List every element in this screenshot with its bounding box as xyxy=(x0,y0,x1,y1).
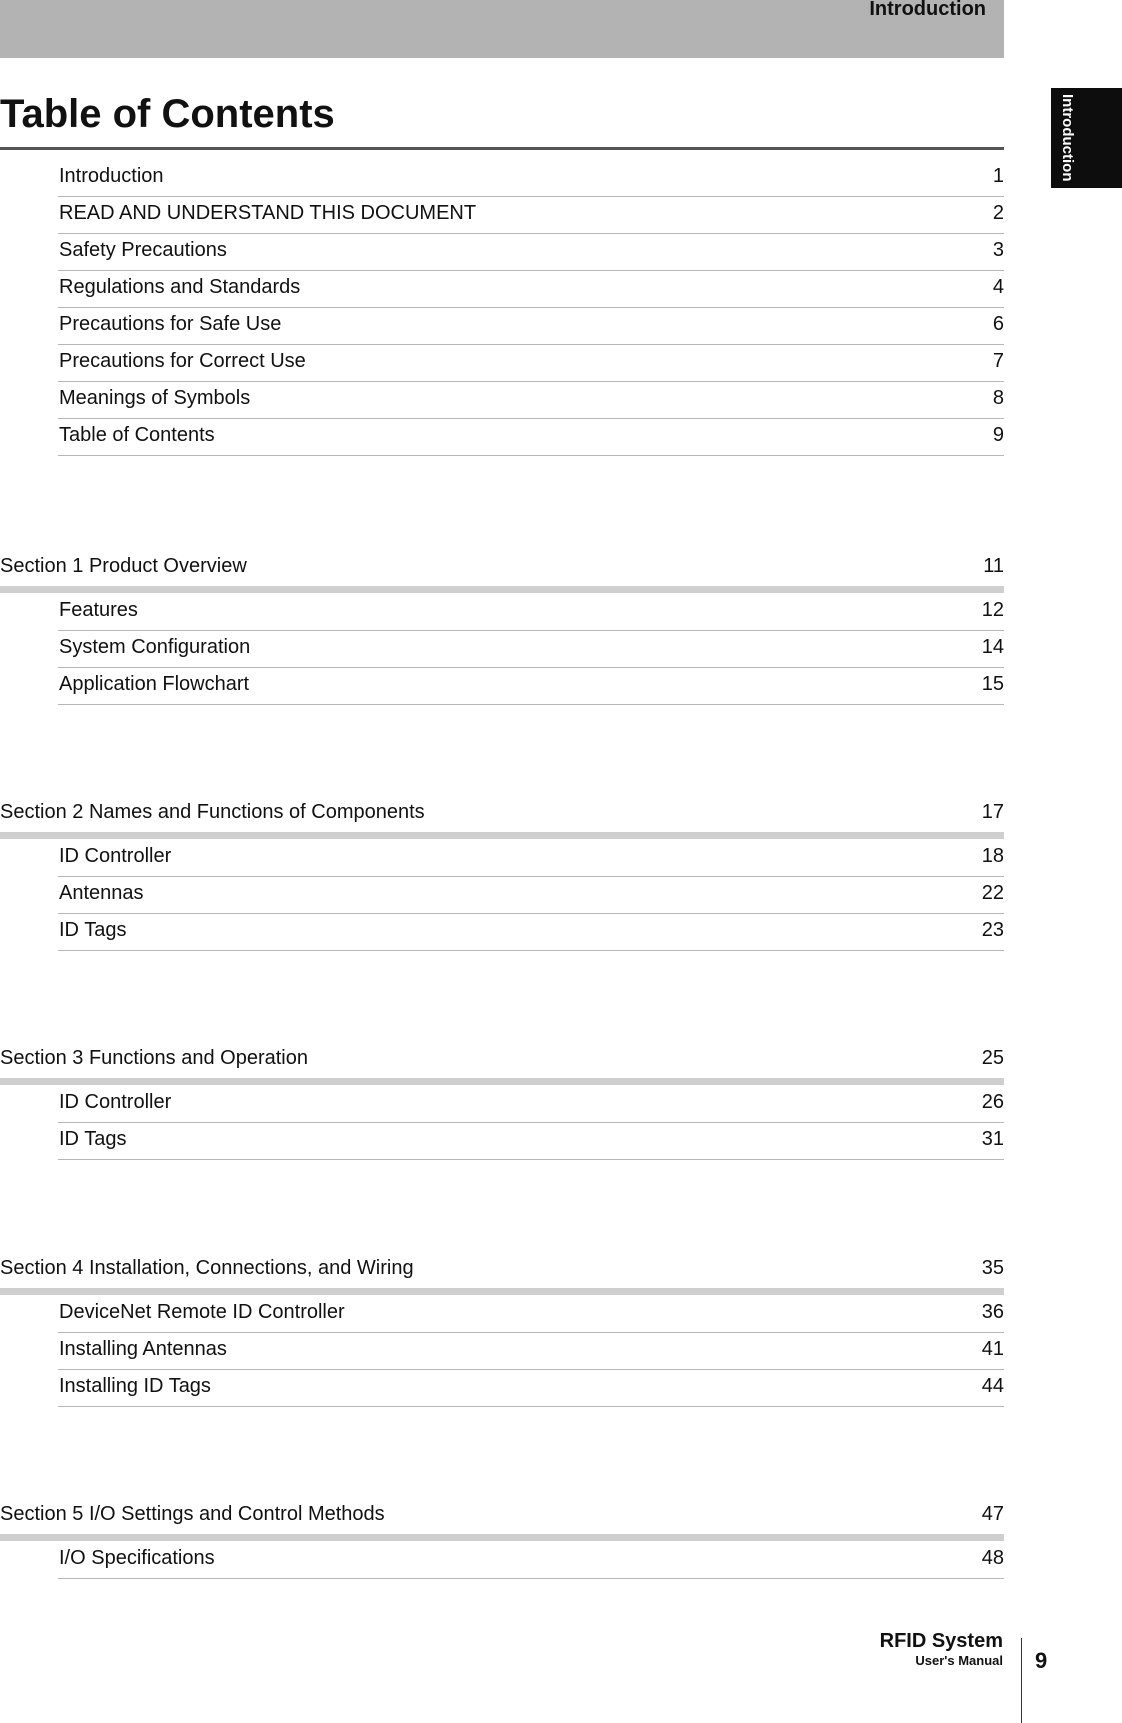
toc-entry[interactable] xyxy=(58,197,1004,234)
section-heading[interactable] xyxy=(0,1257,1004,1287)
toc-entry-page: 22 xyxy=(981,882,1004,904)
toc-entry-page: 23 xyxy=(981,919,1004,941)
toc-entry[interactable] xyxy=(58,1542,1004,1579)
section-heading[interactable] xyxy=(0,555,1004,585)
toc-entry-label: Application Flowchart xyxy=(59,673,250,695)
toc-entry-page: 18 xyxy=(981,845,1004,867)
toc-entry-page: 15 xyxy=(981,673,1004,695)
toc-entry-label: System Configuration xyxy=(59,636,251,658)
footer-title: RFID System xyxy=(879,1630,1003,1652)
section-heading-page: 35 xyxy=(981,1257,1004,1279)
section-heading-label: Section 1 Product Overview xyxy=(0,555,247,577)
section-heading-page: 25 xyxy=(981,1047,1004,1069)
toc-entry[interactable] xyxy=(58,668,1004,705)
section-divider xyxy=(0,832,1004,839)
toc-entry-label: Precautions for Safe Use xyxy=(59,313,282,335)
toc-entry-label: Safety Precautions xyxy=(59,239,227,261)
section-divider xyxy=(0,586,1004,593)
toc-entry[interactable] xyxy=(58,271,1004,308)
toc-entry-label: Precautions for Correct Use xyxy=(59,350,306,372)
toc-entry-page: 6 xyxy=(992,313,1004,335)
toc-entry[interactable] xyxy=(58,1333,1004,1370)
toc-entry[interactable] xyxy=(58,877,1004,914)
toc-entry-label: ID Controller xyxy=(59,845,172,867)
footer-subtitle: User's Manual xyxy=(915,1653,1003,1668)
toc-entry-label: ID Tags xyxy=(59,919,127,941)
toc-entry-label: Installing ID Tags xyxy=(59,1375,211,1397)
toc-entry-page: 9 xyxy=(992,424,1004,446)
toc-entry[interactable] xyxy=(58,382,1004,419)
toc-entry-label: Features xyxy=(59,599,138,621)
toc-entry[interactable] xyxy=(58,234,1004,271)
toc-entry[interactable] xyxy=(58,840,1004,877)
toc-entry-page: 3 xyxy=(992,239,1004,261)
toc-entry-label: Meanings of Symbols xyxy=(59,387,251,409)
section-heading[interactable] xyxy=(0,1047,1004,1077)
toc-entry-label: READ AND UNDERSTAND THIS DOCUMENT xyxy=(59,202,477,224)
toc-entry[interactable] xyxy=(58,1370,1004,1407)
section-heading-label: Section 2 Names and Functions of Components xyxy=(0,801,425,823)
toc-entry-label: ID Controller xyxy=(59,1091,172,1113)
toc-entry-label: Regulations and Standards xyxy=(59,276,301,298)
toc-entry-label: ID Tags xyxy=(59,1128,127,1150)
page-number: 9 xyxy=(1035,1648,1048,1673)
toc-entry-label: Antennas xyxy=(59,882,144,904)
side-tab-label: Introduction xyxy=(1059,94,1076,182)
toc-entry[interactable] xyxy=(58,1123,1004,1160)
toc-entry-page: 26 xyxy=(981,1091,1004,1113)
toc-entry[interactable] xyxy=(58,419,1004,456)
toc-entry-page: 44 xyxy=(981,1375,1004,1397)
header-title: Introduction xyxy=(869,0,986,20)
toc-entry-page: 36 xyxy=(981,1301,1004,1323)
footer-divider xyxy=(1021,1638,1022,1723)
header-bar xyxy=(0,0,1004,58)
toc-entry-page: 12 xyxy=(981,599,1004,621)
toc-entry-label: Installing Antennas xyxy=(59,1338,227,1360)
toc-entry-label: Introduction xyxy=(59,165,164,187)
toc-entry[interactable] xyxy=(58,308,1004,345)
toc-entry[interactable] xyxy=(58,914,1004,951)
toc-entry-page: 41 xyxy=(981,1338,1004,1360)
section-divider xyxy=(0,1078,1004,1085)
section-heading[interactable] xyxy=(0,801,1004,831)
toc-entry-page: 4 xyxy=(992,276,1004,298)
toc-entry[interactable] xyxy=(58,345,1004,382)
toc-entry-page: 8 xyxy=(992,387,1004,409)
section-divider xyxy=(0,1534,1004,1541)
toc-entry[interactable] xyxy=(58,631,1004,668)
toc-entry-page: 31 xyxy=(981,1128,1004,1150)
toc-entry[interactable] xyxy=(58,160,1004,197)
section-heading-page: 17 xyxy=(981,801,1004,823)
section-divider xyxy=(0,1288,1004,1295)
section-heading-label: Section 5 I/O Settings and Control Methods xyxy=(0,1503,385,1525)
toc-entry-page: 2 xyxy=(992,202,1004,224)
toc-entry-page: 1 xyxy=(992,165,1004,187)
toc-entry-page: 48 xyxy=(981,1547,1004,1569)
section-heading-label: Section 3 Functions and Operation xyxy=(0,1047,308,1069)
toc-entry-page: 7 xyxy=(992,350,1004,372)
section-heading[interactable] xyxy=(0,1503,1004,1533)
toc-entry-label: I/O Specifications xyxy=(59,1547,215,1569)
toc-entry[interactable] xyxy=(58,1296,1004,1333)
section-heading-label: Section 4 Installation, Connections, and Wiring xyxy=(0,1257,414,1279)
toc-entry-page: 14 xyxy=(981,636,1004,658)
toc-entry-label: Table of Contents xyxy=(59,424,215,446)
toc-entry-label: DeviceNet Remote ID Controller xyxy=(59,1301,345,1323)
page-title: Table of Contents xyxy=(0,92,335,136)
section-heading-page: 47 xyxy=(981,1503,1004,1525)
toc-entry[interactable] xyxy=(58,594,1004,631)
toc-entry[interactable] xyxy=(58,1086,1004,1123)
title-rule xyxy=(0,147,1004,150)
section-heading-page: 11 xyxy=(983,555,1004,577)
